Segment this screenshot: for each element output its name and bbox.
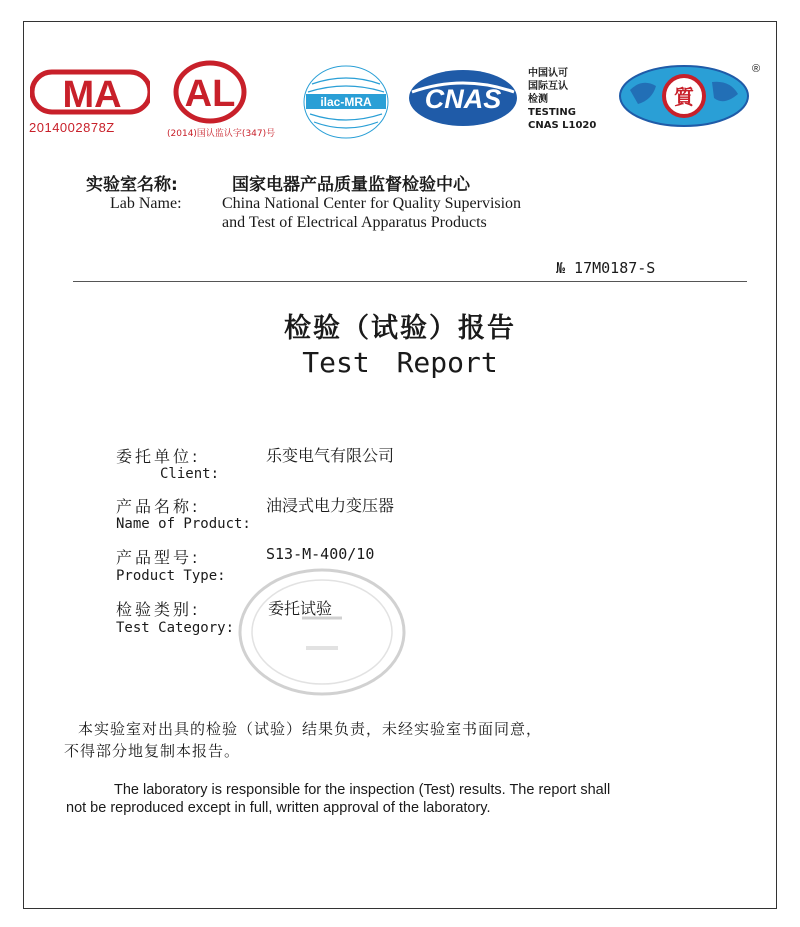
- divider: [73, 281, 747, 282]
- client-value: 乐变电气有限公司: [266, 446, 395, 465]
- cnas-line: 国际互认: [528, 81, 568, 92]
- svg-text:質: 質: [674, 85, 694, 109]
- cnas-accreditation-text: [528, 67, 596, 132]
- test-category-value: 委托试验: [268, 599, 333, 618]
- product-type-label-en: Product Type:: [116, 568, 226, 584]
- cnas-logo-text: CNAS: [424, 84, 502, 114]
- ilac-mra-logo-text: ilac-MRA: [320, 95, 372, 109]
- lab-name-cn-label: 实验室名称:: [86, 175, 178, 195]
- lab-name-en-label: Lab Name:: [110, 195, 182, 212]
- ilac-mra-logo: [300, 62, 392, 142]
- client-label-cn: 委托单位:: [116, 447, 201, 466]
- client-label-en: Client:: [160, 466, 220, 482]
- report-title-cn: 检验（试验）报告: [284, 313, 516, 344]
- product-type-label-cn: 产品型号:: [116, 548, 201, 567]
- report-number: № 17M0187-S: [556, 259, 656, 277]
- cal-code: (2014)国认监认字(347)号: [167, 129, 276, 139]
- lab-name-en-value-line2: and Test of Electrical Apparatus Products: [222, 214, 487, 231]
- report-title-en: Test Report: [302, 346, 498, 379]
- product-name-label-cn: 产品名称:: [116, 497, 201, 516]
- cal-logo-text: AL: [184, 73, 236, 115]
- cma-logo-text: MA: [62, 74, 122, 116]
- product-type-value: S13-M-400/10: [266, 545, 375, 563]
- cnas-logo: [404, 66, 522, 130]
- seal-stamp: [236, 566, 408, 698]
- test-category-label-en: Test Category:: [116, 620, 235, 636]
- product-name-label-en: Name of Product:: [116, 516, 251, 532]
- cnas-line: CNAS L1020: [528, 120, 597, 131]
- lab-name-en-value-line1: China National Center for Quality Supervision: [222, 195, 522, 212]
- statement-cn-line1: 本实验室对出具的检验（试验）结果负责，未经实验室书面同意，: [78, 720, 543, 738]
- cma-code: 2014002878Z: [29, 120, 115, 135]
- registered-mark: ®: [752, 63, 760, 75]
- cnas-line: 中国认可: [528, 68, 568, 79]
- cnas-line: 检测: [528, 94, 548, 105]
- cma-logo: [30, 66, 150, 118]
- statement-en-line1: The laboratory is responsible for the inspection (Test) results. The report shall: [114, 782, 611, 798]
- lab-name-cn-value: 国家电器产品质量监督检验中心: [232, 175, 470, 195]
- cal-logo: [170, 58, 250, 126]
- globe-certification-logo: [612, 60, 760, 132]
- product-name-value: 油浸式电力变压器: [266, 496, 395, 515]
- statement-cn-line2: 不得部分地复制本报告。: [64, 742, 241, 760]
- test-category-label-cn: 检验类别:: [116, 600, 201, 619]
- statement-en-line2: not be reproduced except in full, written approval of the laboratory.: [66, 800, 491, 816]
- cnas-line: TESTING: [528, 107, 576, 118]
